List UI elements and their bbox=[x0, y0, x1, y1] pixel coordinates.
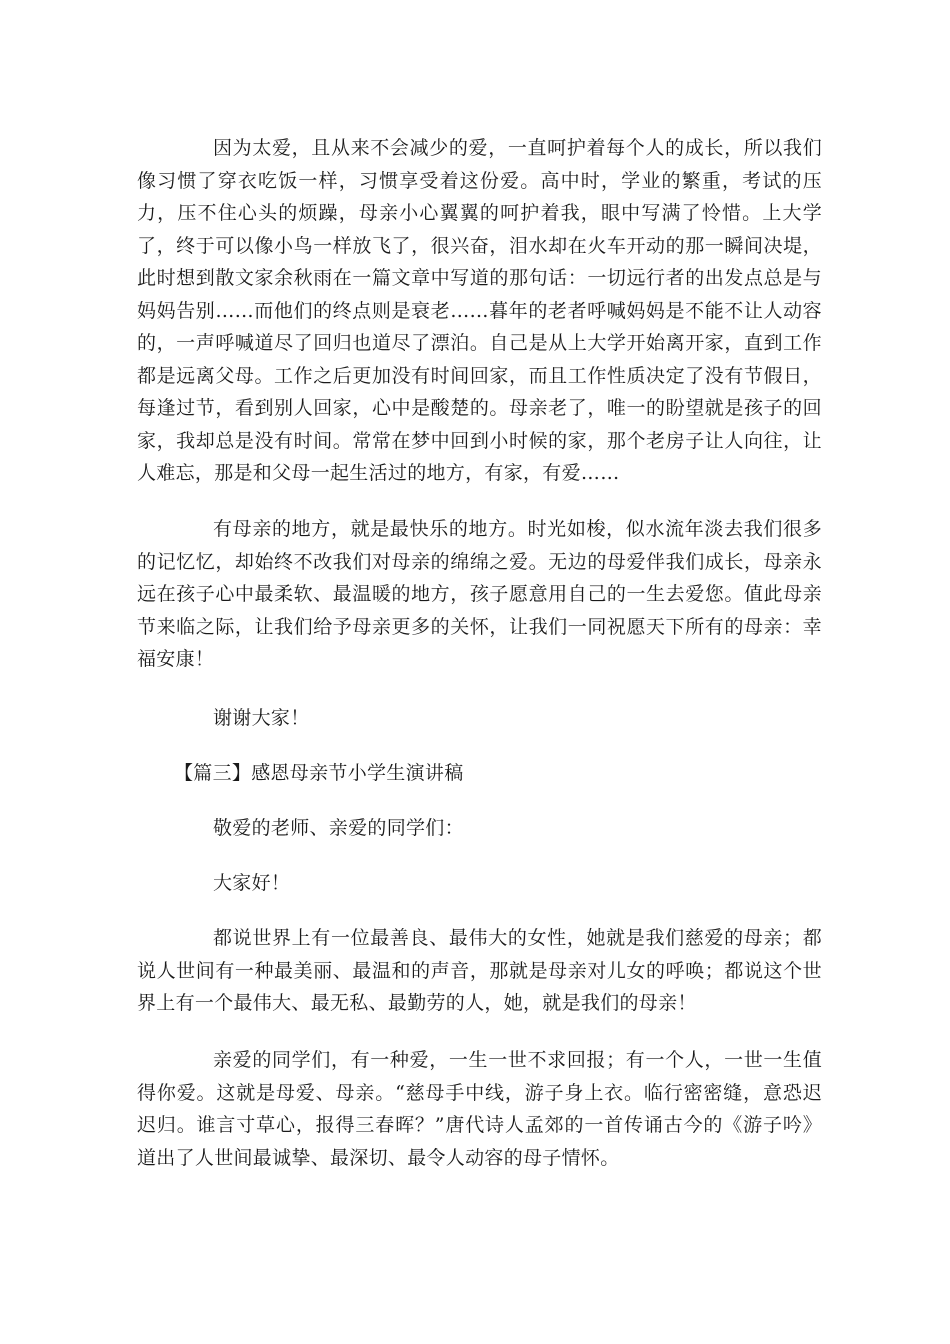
closing-thanks: 谢谢大家！ bbox=[213, 707, 310, 729]
salutation: 敬爱的老师、亲爱的同学们： bbox=[213, 817, 464, 839]
body-paragraph: 因为太爱，且从来不会减少的爱，一直呵护着每个人的成长，所以我们像习惯了穿衣吃饭一样，习惯享受着这份爱。高中时，学业的繁重，考试的压力，压不住心头的烦躁，母亲小心翼翼的呵护着我，眼中写满了怜惜。上大学了，终于可以像小鸟一样放飞了，很兴奋，泪水却在火车开动的那一瞬间决堤，此时想到散文家余秋雨在一篇文章中写道的那句话：一切远行者的出发点总是与妈妈告别……而他们的终点则是衰老……暮年的老者呼喊妈妈是不能不让人动容的，一声呼喊道尽了回归也道尽了漂泊。自己是从上大学开始离开家，直到工作都是远离父母。工作之后更加没有时间回家，而且工作性质决定了没有节假日，每逢过节，看到别人回家，心中是酸楚的。母亲老了，唯一的盼望就是孩子的回家，我却总是没有时间。常常在梦中回到小时候的家，那个老房子让人向往，让人难忘，那是和父母一起生活过的地方，有家，有爱…… bbox=[137, 137, 822, 484]
body-paragraph: 有母亲的地方，就是最快乐的地方。时光如梭，似水流年淡去我们很多的记忆忆，却始终不改我们对母亲的绵绵之爱。无边的母爱伴我们成长，母亲永远在孩子心中最柔软、最温暖的地方，孩子愿意用自己的一生去爱您。值此母亲节来临之际，让我们给予母亲更多的关怀，让我们一同祝愿天下所有的母亲：幸福安康！ bbox=[137, 518, 822, 670]
body-paragraph: 都说世界上有一位最善良、最伟大的女性，她就是我们慈爱的母亲；都说人世间有一种最美丽、最温和的声音，那就是母亲对儿女的呼唤；都说这个世界上有一个最伟大、最无私、最勤劳的人，她，就是我们的母亲！ bbox=[137, 927, 822, 1014]
body-paragraph: 亲爱的同学们，有一种爱，一生一世不求回报；有一个人，一世一生值得你爱。这就是母爱、母亲。“慈母手中线，游子身上衣。临行密密缝，意恐迟迟归。谁言寸草心，报得三春晖？”唐代诗人孟郊的一首传诵古今的《游子吟》道出了人世间最诚挚、最深切、最令人动容的母子情怀。 bbox=[137, 1049, 822, 1169]
greeting: 大家好！ bbox=[213, 872, 291, 894]
section-heading: 【篇三】感恩母亲节小学生演讲稿 bbox=[174, 762, 464, 784]
